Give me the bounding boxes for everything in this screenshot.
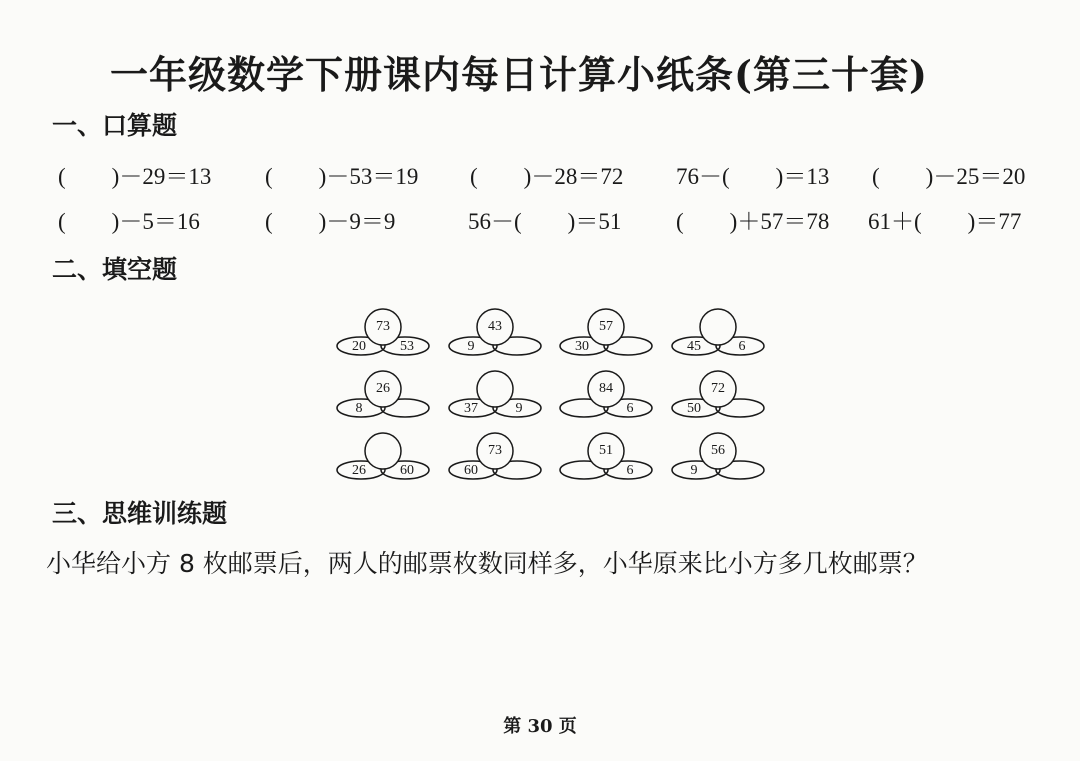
oral-problem: ( )＋57＝78 (676, 209, 830, 234)
flower-left-number: 9 (690, 463, 698, 479)
flower-total-number: 51 (599, 443, 613, 459)
flower-right-number: 53 (400, 339, 414, 355)
oral-problem: ( )－25＝20 (872, 164, 1026, 189)
section-heading-thinking: 三、思维训练题 (52, 499, 228, 528)
oral-problem: ( )－29＝13 (58, 164, 212, 189)
section-heading-fill: 二、填空题 (52, 255, 178, 284)
flower-left-number: 20 (352, 339, 366, 355)
flower-total-number: 56 (711, 443, 725, 459)
flower-total-number: 73 (376, 319, 390, 335)
flower-center-circle (477, 371, 513, 407)
flower-total-number: 57 (599, 319, 613, 335)
oral-problem: ( )－28＝72 (470, 164, 624, 189)
flower-right-number: 6 (626, 401, 634, 417)
flower-left-number: 9 (467, 339, 475, 355)
page-number: 第 30 页 (503, 716, 577, 737)
page-title: 一年级数学下册课内每日计算小纸条(第三十套) (110, 52, 928, 97)
flower-left-number: 30 (575, 339, 589, 355)
flower-left-number: 60 (464, 463, 478, 479)
flower-right-number: 6 (738, 339, 746, 355)
flower-center-circle (700, 309, 736, 345)
flower-total-number: 84 (599, 381, 613, 397)
word-problem: 小华给小方 8 枚邮票后，两人的邮票枚数同样多，小华原来比小方多几枚邮票？ (46, 549, 928, 578)
flower-total-number: 43 (488, 319, 502, 335)
section-heading-oral: 一、口算题 (52, 111, 178, 140)
flower-right-number: 9 (515, 401, 523, 417)
flower-center-circle (365, 433, 401, 469)
flower-left-number: 45 (687, 339, 701, 355)
oral-problem: 61＋( )＝77 (868, 209, 1022, 234)
oral-problem: 76－( )＝13 (676, 164, 830, 189)
flower-total-number: 72 (711, 381, 725, 397)
oral-problem: ( )－53＝19 (265, 164, 419, 189)
flower-total-number: 26 (376, 381, 390, 397)
flower-right-number: 60 (400, 463, 414, 479)
oral-problem: ( )－5＝16 (58, 209, 200, 234)
flower-right-number: 6 (626, 463, 634, 479)
oral-problem: ( )－9＝9 (265, 209, 396, 234)
flower-left-number: 37 (464, 401, 478, 417)
flower-left-number: 50 (687, 401, 701, 417)
flower-left-number: 8 (355, 401, 363, 417)
flower-total-number: 73 (488, 443, 502, 459)
oral-problem: 56－( )＝51 (468, 209, 622, 234)
flower-left-number: 26 (352, 463, 366, 479)
